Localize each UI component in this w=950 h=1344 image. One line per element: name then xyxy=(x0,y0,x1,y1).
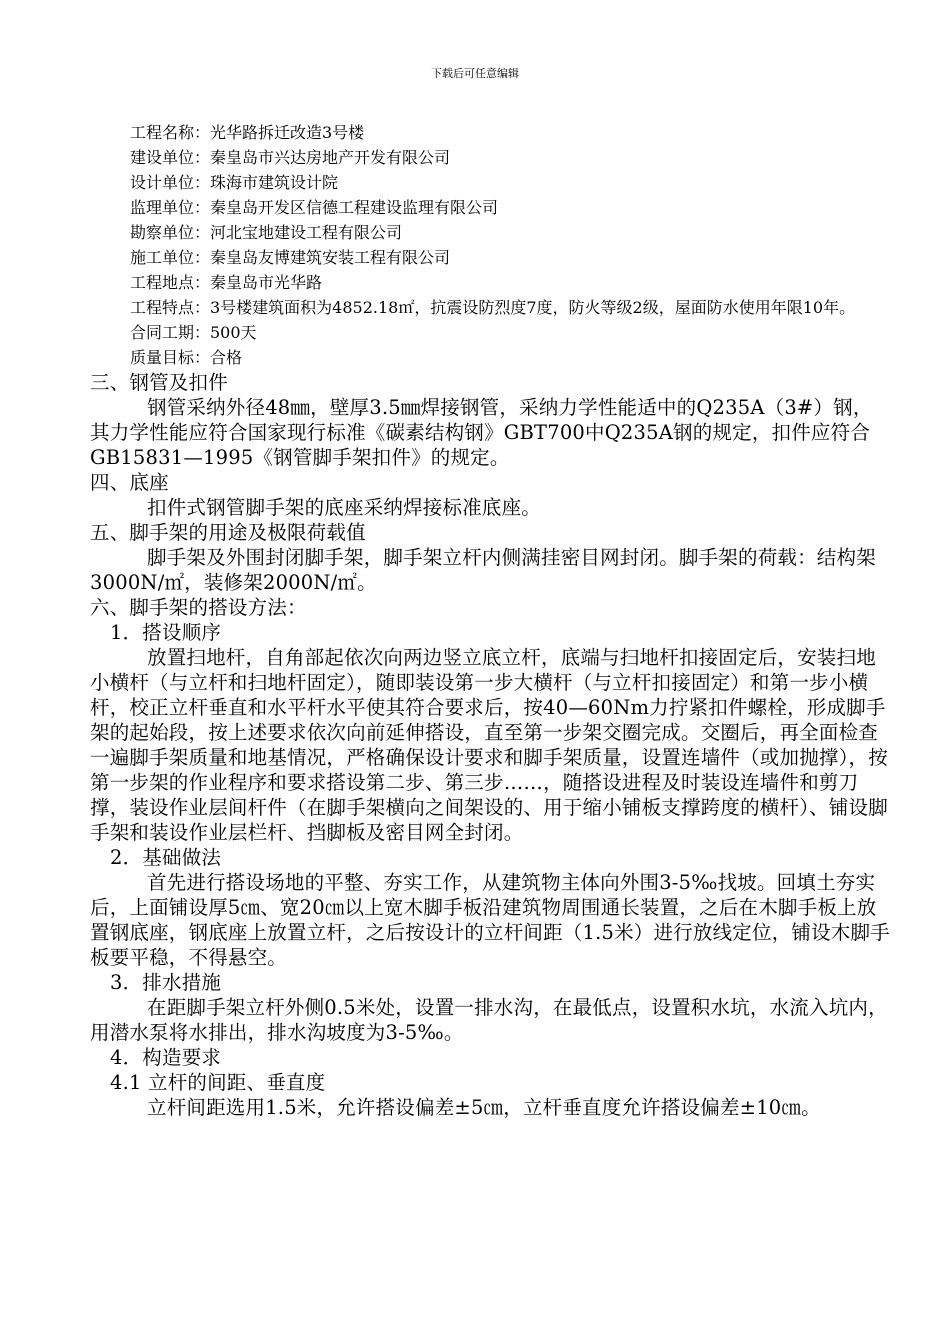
section-6-1-heading: 1．搭设顺序 xyxy=(110,621,222,644)
section-6-2-paragraph: 首先进行搭设场地的平整、夯实工作，从建筑物主体向外围3-5‰找坡。回填土夯实后，上面铺设厚5㎝、宽20㎝以上宽木脚手板沿建筑物周围通长装置，之后在木脚手板上放置钢底座，钢底座上放置立杆，之后按设计的立杆间距（1.5米）进行放线定位，铺设木脚手板要平稳，不得悬空。 xyxy=(90,871,890,969)
document-body xyxy=(90,120,890,1120)
project-owner: 建设单位：秦皇岛市兴达房地产开发有限公司 xyxy=(130,148,451,167)
section-6-2-heading: 2．基础做法 xyxy=(110,846,222,869)
project-designer: 设计单位：珠海市建筑设计院 xyxy=(130,173,339,192)
section-5-heading: 五、脚手架的用途及极限荷载值 xyxy=(90,521,366,544)
section-6-3-paragraph: 在距脚手架立杆外侧0.5米处，设置一排水沟，在最低点，设置积水坑，水流入坑内，用潜水泵将水排出，排水沟坡度为3-5‰。 xyxy=(90,996,888,1044)
section-6-1-paragraph: 放置扫地杆，自角部起依次向两边竖立底立杆，底端与扫地杆扣接固定后，安装扫地小横杆（与立杆和扫地杆固定），随即装设第一步大横杆（与立杆扣接固定）和第一步小横杆，校正立杆垂直和水平杆水平使其符合要求后，按40—60Nm力拧紧扣件螺栓，形成脚手架的起始段，按上述要求依次向前延伸搭设，直至第一步架交圈完成。交圈后，再全面检查一遍脚手架质量和地基情况，严格确保设计要求和脚手架质量，设置连墙件（或加抛撑），按第一步架的作业程序和要求搭设第二步、第三步……，随搭设进程及时装设连墙件和剪刀撑，装设作业层间杆件（在脚手架横向之间架设的、用于缩小铺板支撑跨度的横杆）、铺设脚手架和装设作业层栏杆、挡脚板及密目网全封闭。 xyxy=(90,646,888,844)
section-4-heading: 四、底座 xyxy=(90,471,169,494)
section-3-heading: 三、钢管及扣件 xyxy=(90,371,228,394)
project-features: 工程特点：3号楼建筑面积为4852.18㎡，抗震设防烈度7度，防火等级2级，屋面防水使用年限10年。 xyxy=(130,298,856,317)
section-6-4-heading: 4．构造要求 xyxy=(110,1046,222,1069)
section-6-4-1-paragraph: 立杆间距选用1.5米，允许搭设偏差±5㎝，立杆垂直度允许搭设偏差±10㎝。 xyxy=(147,1096,821,1119)
section-6-4-1-heading: 4.1 立杆的间距、垂直度 xyxy=(110,1071,326,1094)
section-6-3-heading: 3．排水措施 xyxy=(110,971,222,994)
project-supervisor: 监理单位：秦皇岛开发区信德工程建设监理有限公司 xyxy=(130,198,499,217)
project-surveyor: 勘察单位：河北宝地建设工程有限公司 xyxy=(130,223,403,242)
section-5-paragraph: 脚手架及外围封闭脚手架，脚手架立杆内侧满挂密目网封闭。脚手架的荷载：结构架3000N/㎡，装修架2000N/㎡。 xyxy=(90,546,876,594)
section-3-paragraph: 钢管采纳外径48㎜，壁厚3.5㎜焊接钢管，采纳力学性能适中的Q235A（3#）钢，其力学性能应符合国家现行标准《碳素结构钢》GBT700中Q235A钢的规定，扣件应符合GB15831—1995《钢管脚手架扣件》的规定。 xyxy=(90,396,873,469)
project-quality: 质量目标：合格 xyxy=(130,348,243,367)
section-4-paragraph: 扣件式钢管脚手架的底座采纳焊接标准底座。 xyxy=(147,496,542,519)
project-name: 工程名称：光华路拆迁改造3号楼 xyxy=(130,123,365,142)
project-duration: 合同工期：500天 xyxy=(130,323,257,342)
project-info-block xyxy=(90,120,890,370)
page-header-note: 下载后可任意编辑 xyxy=(431,67,519,80)
specification-body xyxy=(90,370,890,1120)
project-contractor: 施工单位：秦皇岛友博建筑安装工程有限公司 xyxy=(130,248,451,267)
project-location: 工程地点：秦皇岛市光华路 xyxy=(130,273,323,292)
section-6-heading: 六、脚手架的搭设方法： xyxy=(90,596,307,619)
